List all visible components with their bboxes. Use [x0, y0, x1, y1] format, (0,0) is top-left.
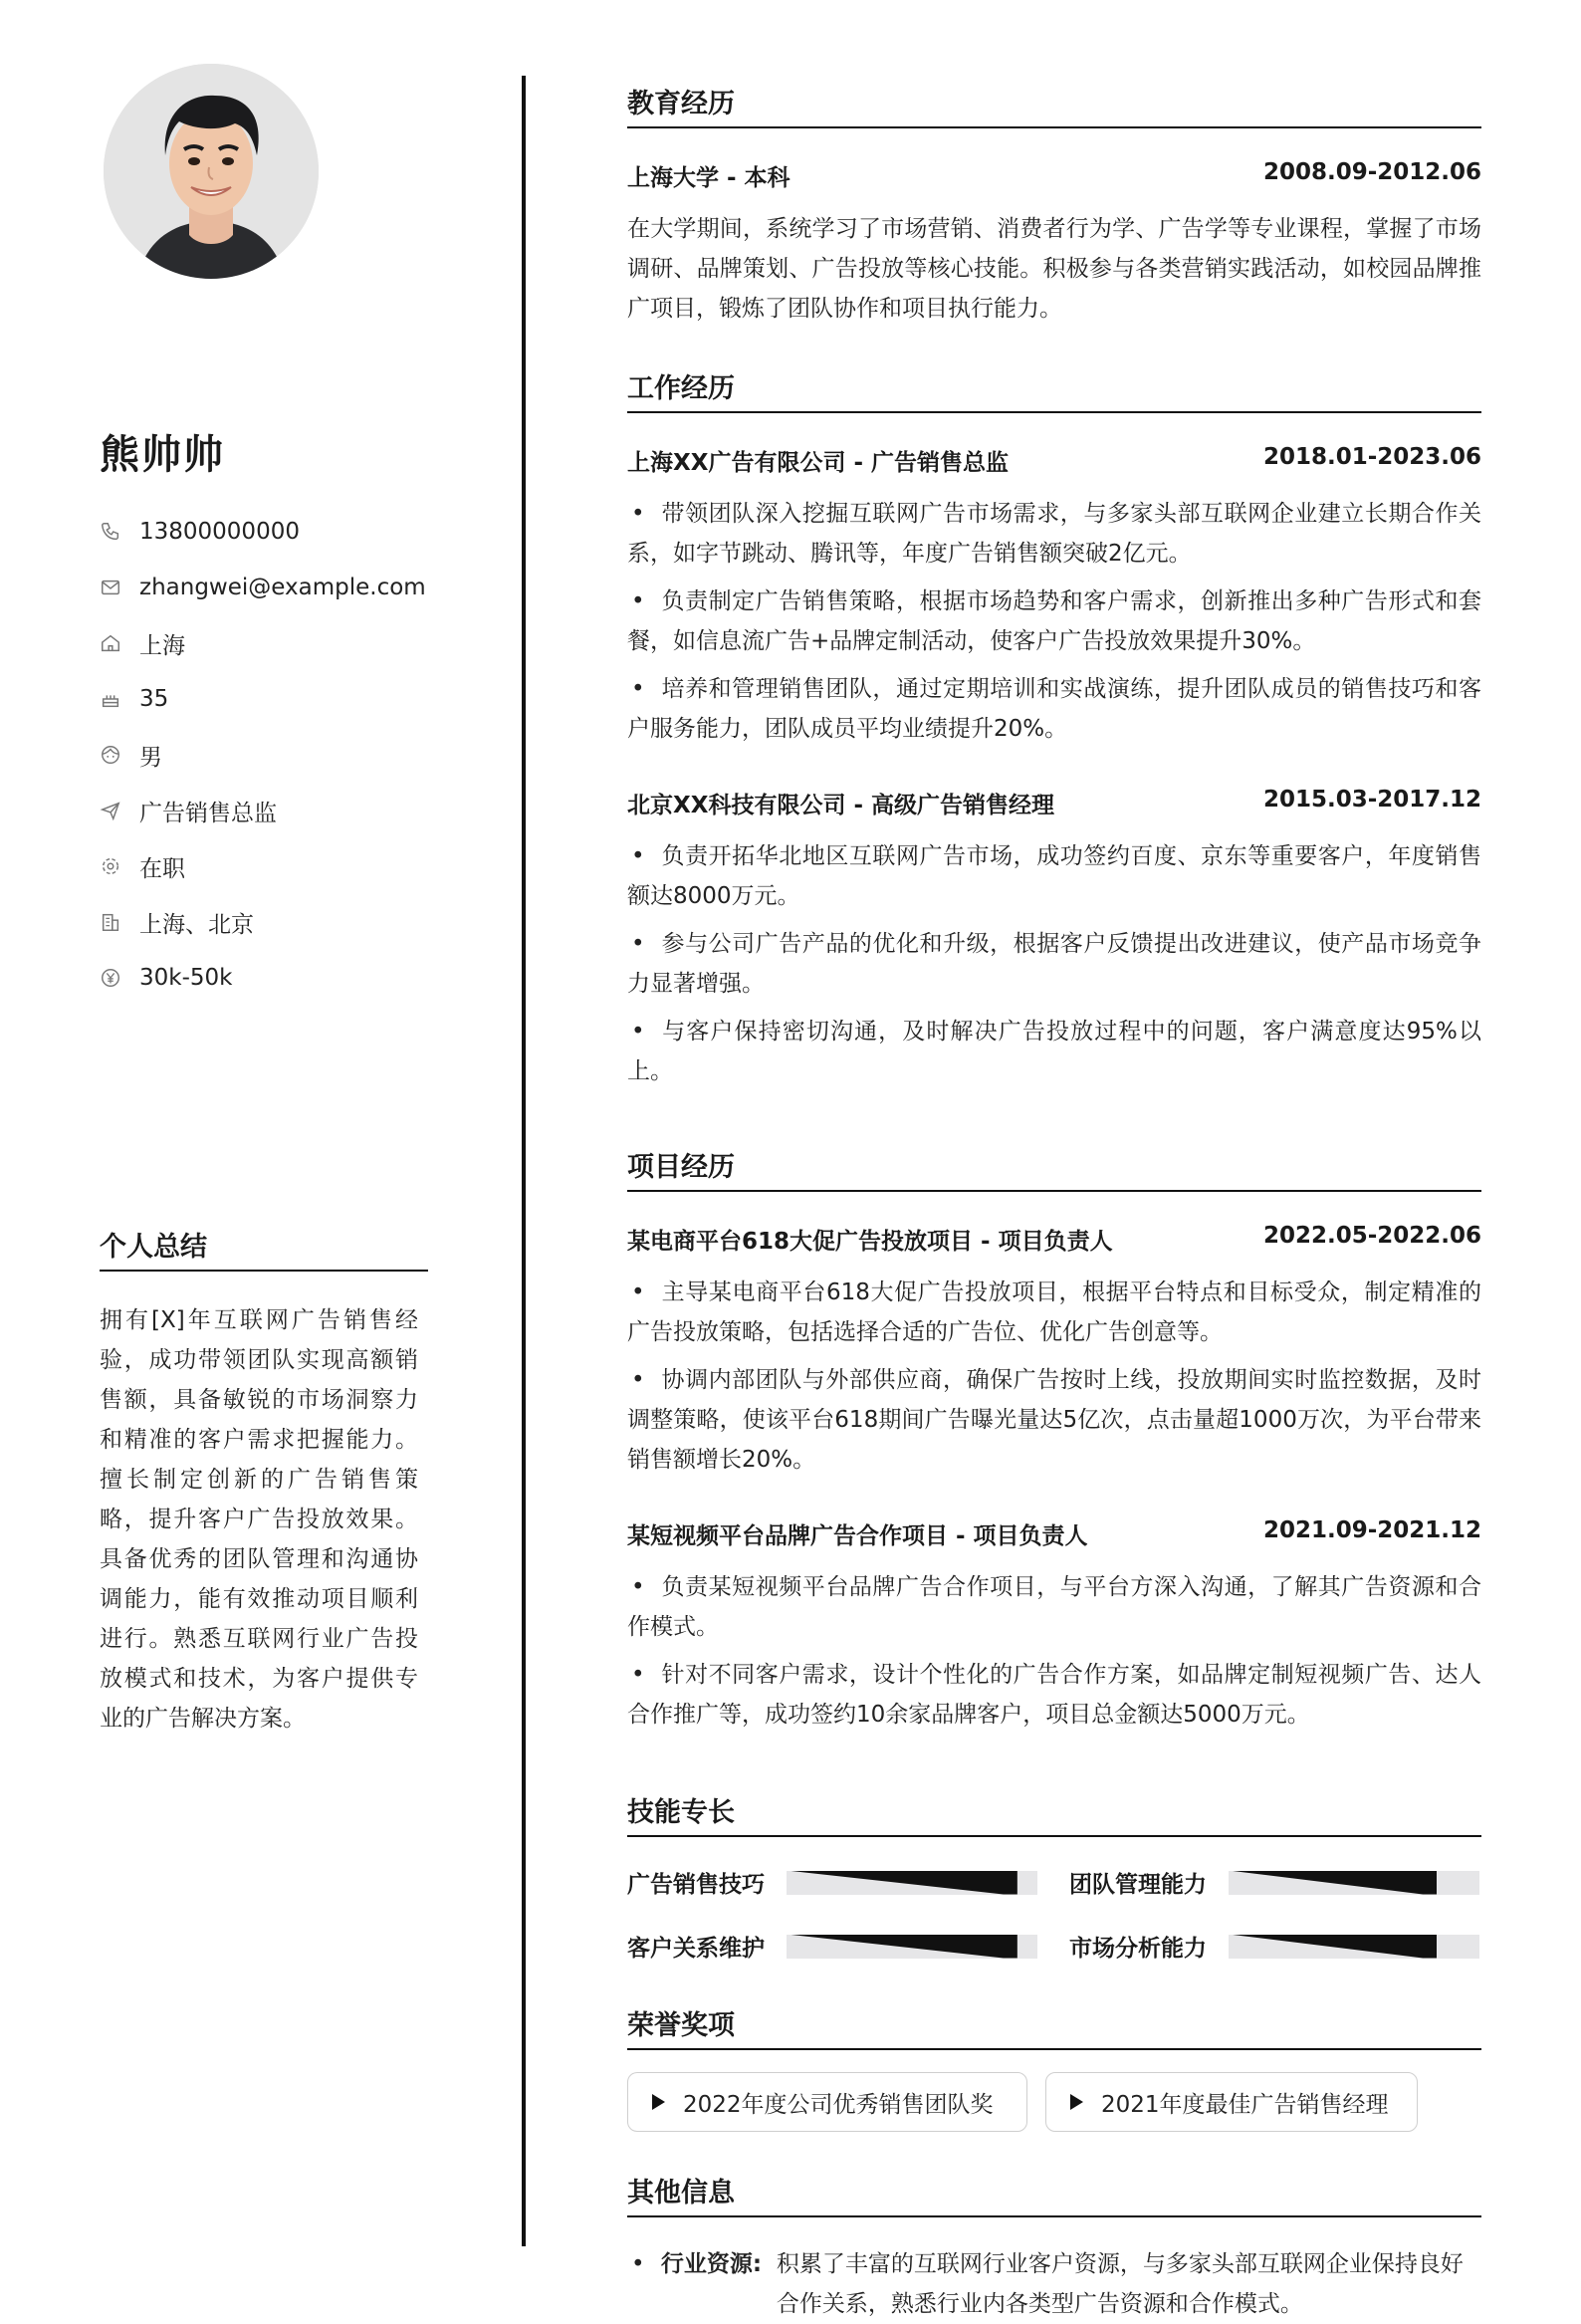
home-icon: [100, 632, 121, 654]
skill-name: 广告销售技巧: [627, 1872, 765, 1898]
award-label: 2022年度公司优秀销售团队奖: [683, 2091, 994, 2118]
job-head: [627, 787, 1481, 819]
skill-name: 客户关系维护: [627, 1936, 765, 1962]
project-name-role: 某短视频平台品牌广告合作项目 - 项目负责人: [627, 1523, 1088, 1549]
play-icon: [1070, 2094, 1083, 2110]
skill-item: [627, 1866, 1037, 1899]
list-item: • 协调内部团队与外部供应商，确保广告按时上线，投放期间实时监控数据，及时调整策略，使该平台618期间广告曝光量达5亿次，点击量超1000万次，为平台带来销售额增长20%。: [627, 1360, 1481, 1480]
project-period: 2021.09-2021.12: [1262, 1517, 1481, 1543]
list-item: • 负责某短视频平台品牌广告合作项目，与平台方深入沟通，了解其广告资源和合作模式。: [627, 1567, 1481, 1647]
education-desc: 在大学期间，系统学习了市场营销、消费者行为学、广告学等专业课程，掌握了市场调研、品牌策划、广告投放等核心技能。积极参与各类营销实践活动，如校园品牌推广项目，锻炼了团队协作和项目执行能力。: [627, 216, 1481, 322]
contact-salary: [100, 950, 426, 1006]
yen-icon: [100, 967, 121, 989]
skills-title: 技能专长: [627, 1790, 1481, 1837]
education-head: [627, 159, 1481, 192]
skill-name: 市场分析能力: [1069, 1936, 1207, 1962]
bullet: •: [631, 2251, 645, 2277]
contact-text: 在职: [139, 855, 185, 882]
skill-bar: [787, 1871, 1037, 1895]
status-icon: [100, 855, 121, 877]
skill-item: [627, 1930, 1037, 1963]
job-company-role: 北京XX科技有限公司 - 高级广告销售经理: [627, 793, 1055, 818]
contact-location: [100, 894, 426, 950]
other-title: 其他信息: [627, 2171, 1481, 2217]
job-period: 2018.01-2023.06: [1262, 444, 1481, 470]
education-title: 教育经历: [627, 82, 1481, 128]
other-value: 积累了丰富的互联网行业客户资源，与多家头部互联网企业保持良好合作关系，熟悉行业内各类型广告资源和合作模式。: [776, 2251, 1464, 2317]
list-item: • 带领团队深入挖掘互联网广告市场需求，与多家头部互联网企业建立长期合作关系，如字节跳动、腾讯等，年度广告销售额突破2亿元。: [627, 494, 1481, 574]
project-bullets: [627, 1273, 1481, 1488]
list-item: • 培养和管理销售团队，通过定期培训和实战演练，提升团队成员的销售技巧和客户服务能力，团队成员平均业绩提升20%。: [627, 669, 1481, 749]
list-item: • 负责制定广告销售策略，根据市场趋势和客户需求，创新推出多种广告形式和套餐，如信息流广告+品牌定制活动，使客户广告投放效果提升30%。: [627, 581, 1481, 661]
skill-item: [1069, 1930, 1479, 1963]
contact-text: 30k-50k: [139, 965, 233, 991]
contact-position: [100, 783, 426, 838]
avatar-photo: [104, 64, 319, 279]
projects-title: 项目经历: [627, 1145, 1481, 1192]
skill-bar: [1229, 1935, 1479, 1959]
contact-email: [100, 560, 426, 615]
building-icon: [100, 911, 121, 933]
skill-bar-fill: [1229, 1871, 1437, 1895]
column-divider: [522, 76, 526, 2246]
project-bullets: [627, 1567, 1481, 1743]
contact-phone: [100, 504, 426, 560]
job-head: [627, 444, 1481, 477]
contact-city: [100, 615, 426, 671]
contact-age: [100, 671, 426, 727]
skill-item: [1069, 1866, 1479, 1899]
contact-text: 男: [139, 744, 162, 771]
contact-text: 上海、北京: [139, 911, 254, 938]
award-badge: [627, 2072, 1027, 2132]
candidate-name: 熊帅帅: [100, 432, 225, 478]
contact-text: 上海: [139, 632, 185, 659]
education-school: 上海大学 - 本科: [627, 165, 790, 191]
project-head: [627, 1223, 1481, 1256]
job-bullets: [627, 494, 1481, 757]
project-head: [627, 1517, 1481, 1550]
list-item: • 负责开拓华北地区互联网广告市场，成功签约百度、京东等重要客户，年度销售额达8000万元。: [627, 836, 1481, 916]
phone-icon: [100, 521, 121, 543]
summary-title: 个人总结: [100, 1225, 428, 1272]
job-period: 2015.03-2017.12: [1262, 787, 1481, 813]
contact-list: [100, 504, 426, 1006]
contact-text: zhangwei@example.com: [139, 575, 426, 600]
job-bullets: [627, 836, 1481, 1099]
skill-bar-fill: [787, 1871, 1017, 1895]
awards-title: 荣誉奖项: [627, 2003, 1481, 2050]
send-icon: [100, 800, 121, 821]
other-item: [627, 2244, 1481, 2324]
project-name-role: 某电商平台618大促广告投放项目 - 项目负责人: [627, 1229, 1113, 1255]
left-column: [0, 0, 524, 2322]
project-period: 2022.05-2022.06: [1262, 1223, 1481, 1249]
list-item: • 主导某电商平台618大促广告投放项目，根据平台特点和目标受众，制定精准的广告投放策略，包括选择合适的广告位、优化广告创意等。: [627, 1273, 1481, 1352]
face-icon: [100, 744, 121, 766]
education-period: 2008.09-2012.06: [1262, 159, 1481, 185]
skill-bar: [787, 1935, 1037, 1959]
contact-text: 广告销售总监: [139, 800, 277, 826]
award-label: 2021年度最佳广告销售经理: [1101, 2091, 1389, 2118]
skill-bar: [1229, 1871, 1479, 1895]
mail-icon: [100, 577, 121, 598]
other-key: 行业资源:: [660, 2251, 763, 2277]
skill-name: 团队管理能力: [1069, 1872, 1207, 1898]
job-company-role: 上海XX广告有限公司 - 广告销售总监: [627, 450, 1010, 476]
contact-gender: [100, 727, 426, 783]
skill-bar-fill: [1229, 1935, 1437, 1959]
work-title: 工作经历: [627, 366, 1481, 413]
contact-text: 13800000000: [139, 519, 300, 545]
contact-status: [100, 838, 426, 894]
cake-icon: [100, 688, 121, 710]
avatar: [104, 64, 319, 279]
list-item: • 与客户保持密切沟通，及时解决广告投放过程中的问题，客户满意度达95%以上。: [627, 1012, 1481, 1091]
list-item: • 参与公司广告产品的优化和升级，根据客户反馈提出改进建议，使产品市场竞争力显著增强。: [627, 924, 1481, 1004]
skill-bar-fill: [787, 1935, 1017, 1959]
award-badge: [1045, 2072, 1418, 2132]
contact-text: 35: [139, 686, 169, 712]
summary-text: 拥有[X]年互联网广告销售经验，成功带领团队实现高额销售额，具备敏锐的市场洞察力和精准的客户需求把握能力。擅长制定创新的广告销售策略，提升客户广告投放效果。具备优秀的团队管理和沟通协调能力，能有效推动项目顺利进行。熟悉互联网行业广告投放模式和技术，为客户提供专业的广告解决方案。: [100, 1307, 418, 1732]
play-icon: [652, 2094, 665, 2110]
list-item: • 针对不同客户需求，设计个性化的广告合作方案，如品牌定制短视频广告、达人合作推广等，成功签约10余家品牌客户，项目总金额达5000万元。: [627, 1655, 1481, 1735]
